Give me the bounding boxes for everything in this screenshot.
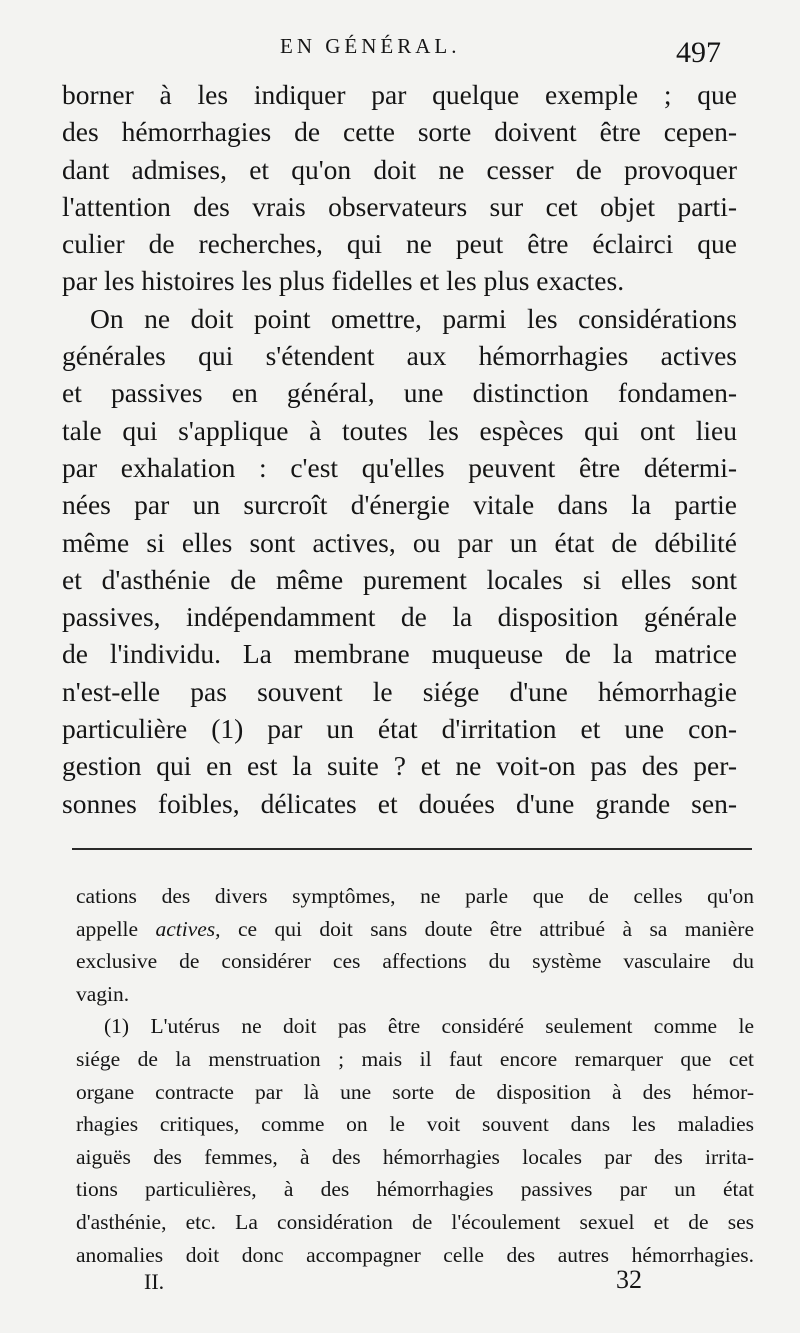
text-line: On ne doit point omettre, parmi les considérations [90, 302, 737, 334]
footnote-1-line: d'asthénie, etc. La considération de l'écoulement sexuel et de ses [76, 1209, 754, 1234]
text-line: gestion qui en est la suite ? et ne voit-on pas des per- [62, 750, 737, 782]
main-text [62, 76, 737, 822]
text-line: de l'individu. La membrane muqueuse de la matrice [62, 638, 737, 670]
footnote-divider [72, 848, 752, 850]
text-line: particulière (1) par un état d'irritation et une con- [62, 713, 737, 745]
page-footer [0, 1265, 800, 1305]
footnote-text: appelle [76, 916, 156, 941]
text-line: culier de recherches, qui ne peut être éclairci que [62, 228, 737, 260]
footnote-continuation-line [76, 913, 754, 946]
gathering-number: 32 [616, 1265, 642, 1294]
footnote-1-line: tions particulières, à des hémorrhagies passives par un état [76, 1177, 754, 1202]
text-line: borner à les indiquer par quelque exemple ; que [62, 79, 737, 110]
text-line: dant admises, et qu'on doit ne cesser de provoquer [62, 153, 737, 185]
footnote-continuation-line: cations des divers symptômes, ne parle que de celles qu'on [76, 884, 754, 908]
running-title: EN GÉNÉRAL. [280, 34, 461, 58]
text-line: même si elles sont actives, ou par un état de débilité [62, 526, 737, 558]
footnote-continuation-line: exclusive de considérer ces affections du système vasculaire du [76, 949, 754, 974]
text-line: et passives en général, une distinction fondamen- [62, 377, 737, 409]
signature-mark: II. [144, 1269, 165, 1294]
text-line: passives, indépendamment de la disposition générale [62, 601, 737, 633]
footnotes [76, 880, 754, 1271]
footnote-continuation-line: vagin. [76, 981, 130, 1006]
footnote-1-line: (1) L'utérus ne doit pas être considéré seulement comme le [104, 1014, 754, 1039]
footnote-text: ce qui doit sans doute être attribué à sa manière [220, 916, 754, 941]
text-line: et d'asthénie de même purement locales si elles sont [62, 563, 737, 595]
text-line: n'est-elle pas souvent le siége d'une hémorrhagie [62, 675, 737, 707]
footnote-1-line: aiguës des femmes, à des hémorrhagies locales par des irrita- [76, 1144, 754, 1169]
text-line: générales qui s'étendent aux hémorrhagies actives [62, 340, 737, 372]
text-line: l'attention des vrais observateurs sur cet objet parti- [62, 190, 737, 222]
text-line: par exhalation : c'est qu'elles peuvent être détermi- [62, 451, 737, 483]
footnote-1-line: anomalies doit donc accompagner celle des autres hémorrhagies. [76, 1242, 754, 1267]
footnote-italic-term: actives, [155, 916, 221, 941]
text-line: sonnes foibles, délicates et douées d'une grande sen- [62, 787, 737, 819]
text-line: par les histoires les plus fidelles et les plus exactes. [62, 265, 625, 297]
text-line: nées par un surcroît d'énergie vitale dans la partie [62, 489, 737, 521]
page-header [0, 28, 800, 68]
text-line: tale qui s'applique à toutes les espèces qui ont lieu [62, 414, 737, 446]
page-number: 497 [676, 36, 721, 69]
footnote-1-line: rhagies critiques, comme on le voit souvent dans les maladies [76, 1112, 754, 1137]
footnote-1-line: organe contracte par là une sorte de disposition à des hémor- [76, 1079, 754, 1104]
footnote-1-line: siége de la menstruation ; mais il faut encore remarquer que cet [76, 1046, 754, 1071]
text-line: des hémorrhagies de cette sorte doivent être cepen- [62, 116, 737, 148]
